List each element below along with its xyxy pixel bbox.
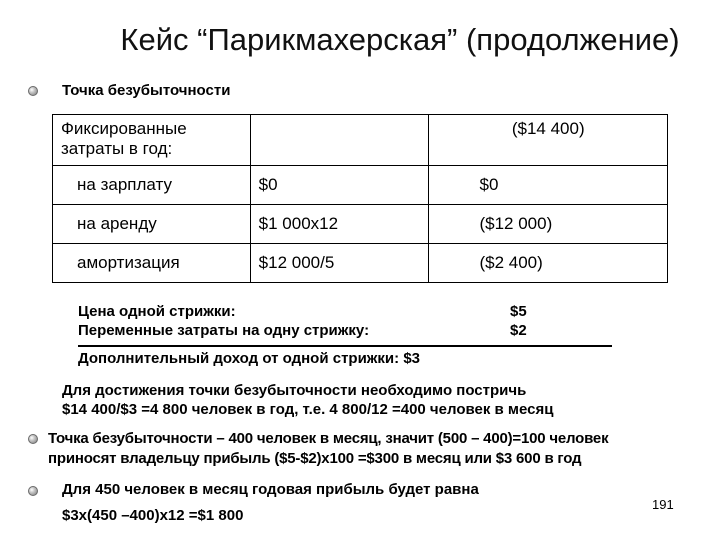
row-value: ($12 000) [429,205,668,244]
header-label-line2: затраты в год: [61,139,173,158]
table-header-label [53,115,251,166]
table-row [53,205,668,244]
table-row [53,166,668,205]
row-formula: $0 [250,166,429,205]
bullet-breakeven-heading: Точка безубыточности [62,82,231,99]
bullet-icon [28,486,38,496]
variable-cost-label: Переменные затраты на одну стрижку: [78,322,370,339]
row-formula: $12 000/5 [250,244,429,283]
breakeven-line-1: Для достижения точки безубыточности необходимо постричь [62,382,527,399]
divider [78,345,612,347]
row-label: амортизация [53,244,251,283]
fixed-costs-table [52,114,668,283]
breakeven-line-2: $14 400/$3 =4 800 человек в год, т.е. 4 800/12 =400 человек в месяц [62,401,554,418]
table-header-middle [250,115,429,166]
table-row [53,115,668,166]
final-calculation: $3x(450 –400)x12 =$1 800 [62,507,244,524]
slide-title: Кейс “Парикмахерская” (продолжение) [120,22,680,57]
bullet-profit-line-2: приносят владельцу прибыль ($5-$2)x100 =$300 в месяц или $3 600 в год [48,450,582,467]
bullet-icon [28,86,38,96]
row-value: ($2 400) [429,244,668,283]
page-number: 191 [652,497,674,512]
row-label: на зарплату [53,166,251,205]
bullet-450-heading: Для 450 человек в месяц годовая прибыль будет равна [62,481,479,498]
row-label: на аренду [53,205,251,244]
table-row [53,244,668,283]
bullet-icon [28,434,38,444]
row-formula: $1 000x12 [250,205,429,244]
row-value: $0 [429,166,668,205]
table-header-total: ($14 400) [429,115,668,166]
bullet-profit-line-1: Точка безубыточности – 400 человек в месяц, значит (500 – 400)=100 человек [48,430,609,447]
variable-cost-value: $2 [510,322,527,339]
margin-line: Дополнительный доход от одной стрижки: $3 [78,350,421,367]
price-label: Цена одной стрижки: [78,303,236,320]
price-value: $5 [510,303,527,320]
header-label-line1: Фиксированные [61,119,187,138]
